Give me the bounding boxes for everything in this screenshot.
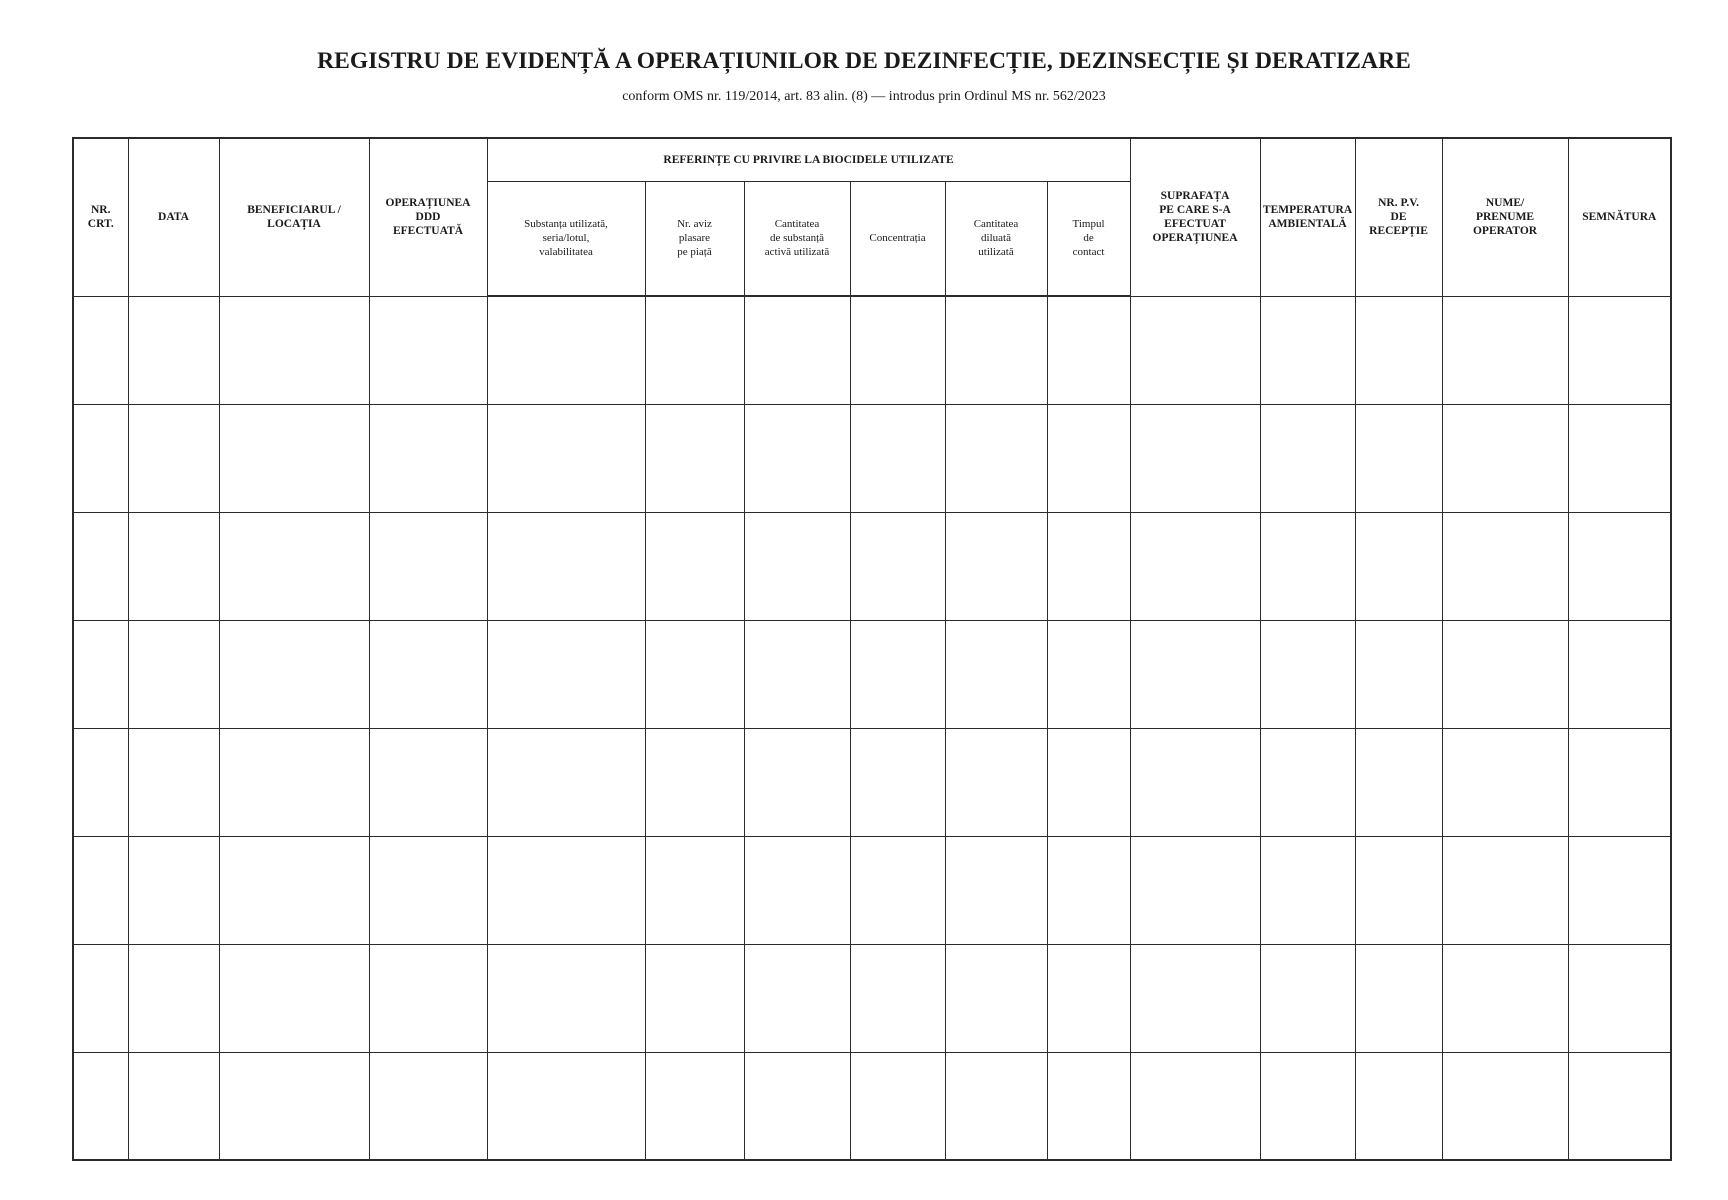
cell-suprafata[interactable] <box>1130 944 1260 1052</box>
table-row <box>73 620 1671 728</box>
cell-suprafata[interactable] <box>1130 728 1260 836</box>
cell-semnatura[interactable] <box>1568 512 1671 620</box>
cell-nume-operator[interactable] <box>1442 836 1568 944</box>
cell-nr-crt[interactable] <box>73 296 128 404</box>
cell-cantitate-activa[interactable] <box>744 512 850 620</box>
cell-beneficiar[interactable] <box>219 296 369 404</box>
table-row <box>73 512 1671 620</box>
cell-nr-pv[interactable] <box>1355 404 1442 512</box>
cell-nr-aviz[interactable] <box>645 728 744 836</box>
header-semnatura: SEMNĂTURA <box>1568 138 1671 296</box>
cell-data[interactable] <box>128 296 219 404</box>
cell-cantitate-diluata[interactable] <box>945 836 1047 944</box>
cell-nr-aviz[interactable] <box>645 404 744 512</box>
cell-data[interactable] <box>128 836 219 944</box>
cell-suprafata[interactable] <box>1130 512 1260 620</box>
cell-beneficiar[interactable] <box>219 728 369 836</box>
cell-substanta[interactable] <box>487 944 645 1052</box>
header-suprafata: SUPRAFAȚA PE CARE S-A EFECTUAT OPERAȚIUNEA <box>1130 138 1260 296</box>
cell-nume-operator[interactable] <box>1442 1052 1568 1160</box>
cell-semnatura[interactable] <box>1568 296 1671 404</box>
cell-semnatura[interactable] <box>1568 944 1671 1052</box>
cell-suprafata[interactable] <box>1130 836 1260 944</box>
cell-cantitate-diluata[interactable] <box>945 404 1047 512</box>
cell-nr-aviz[interactable] <box>645 836 744 944</box>
cell-nume-operator[interactable] <box>1442 944 1568 1052</box>
subheader-cantitate-diluata: Cantitatea diluată utilizată <box>945 181 1047 296</box>
cell-suprafata[interactable] <box>1130 296 1260 404</box>
cell-cantitate-diluata[interactable] <box>945 944 1047 1052</box>
cell-nr-pv[interactable] <box>1355 944 1442 1052</box>
subheader-concentratia: Concentrația <box>850 181 945 296</box>
cell-operatiunea[interactable] <box>369 728 487 836</box>
cell-cantitate-activa[interactable] <box>744 728 850 836</box>
cell-data[interactable] <box>128 404 219 512</box>
subheader-cantitate-activa: Cantitatea de substanță activă utilizată <box>744 181 850 296</box>
cell-operatiunea[interactable] <box>369 620 487 728</box>
cell-data[interactable] <box>128 620 219 728</box>
cell-timpul-contact[interactable] <box>1047 728 1130 836</box>
cell-nr-crt[interactable] <box>73 404 128 512</box>
cell-beneficiar[interactable] <box>219 620 369 728</box>
cell-nr-crt[interactable] <box>73 944 128 1052</box>
cell-semnatura[interactable] <box>1568 836 1671 944</box>
cell-data[interactable] <box>128 728 219 836</box>
cell-nr-aviz[interactable] <box>645 1052 744 1160</box>
cell-concentratia[interactable] <box>850 512 945 620</box>
cell-cantitate-diluata[interactable] <box>945 1052 1047 1160</box>
cell-timpul-contact[interactable] <box>1047 296 1130 404</box>
cell-operatiunea[interactable] <box>369 1052 487 1160</box>
cell-timpul-contact[interactable] <box>1047 1052 1130 1160</box>
cell-nr-crt[interactable] <box>73 836 128 944</box>
cell-concentratia[interactable] <box>850 728 945 836</box>
table-row <box>73 836 1671 944</box>
cell-timpul-contact[interactable] <box>1047 512 1130 620</box>
cell-suprafata[interactable] <box>1130 404 1260 512</box>
cell-timpul-contact[interactable] <box>1047 404 1130 512</box>
table-row <box>73 404 1671 512</box>
header-nr-pv: NR. P.V. DE RECEPȚIE <box>1355 138 1442 296</box>
cell-cantitate-activa[interactable] <box>744 620 850 728</box>
cell-temperatura[interactable] <box>1260 836 1355 944</box>
cell-nr-crt[interactable] <box>73 620 128 728</box>
subheader-substanta: Substanța utilizată, seria/lotul, valabilitatea <box>487 181 645 296</box>
cell-nume-operator[interactable] <box>1442 404 1568 512</box>
header-temperatura: TEMPERATURA AMBIENTALĂ <box>1260 138 1355 296</box>
cell-cantitate-activa[interactable] <box>744 404 850 512</box>
cell-nume-operator[interactable] <box>1442 296 1568 404</box>
cell-suprafata[interactable] <box>1130 620 1260 728</box>
cell-operatiunea[interactable] <box>369 296 487 404</box>
cell-temperatura[interactable] <box>1260 728 1355 836</box>
cell-timpul-contact[interactable] <box>1047 620 1130 728</box>
cell-substanta[interactable] <box>487 512 645 620</box>
cell-nume-operator[interactable] <box>1442 620 1568 728</box>
cell-semnatura[interactable] <box>1568 728 1671 836</box>
register-table <box>72 137 1672 1161</box>
cell-temperatura[interactable] <box>1260 296 1355 404</box>
cell-concentratia[interactable] <box>850 1052 945 1160</box>
cell-nr-pv[interactable] <box>1355 512 1442 620</box>
cell-cantitate-activa[interactable] <box>744 944 850 1052</box>
header-referinte-biocide: REFERINȚE CU PRIVIRE LA BIOCIDELE UTILIZATE <box>487 138 1130 181</box>
cell-nr-aviz[interactable] <box>645 512 744 620</box>
cell-semnatura[interactable] <box>1568 620 1671 728</box>
cell-semnatura[interactable] <box>1568 404 1671 512</box>
cell-data[interactable] <box>128 944 219 1052</box>
cell-cantitate-diluata[interactable] <box>945 512 1047 620</box>
cell-temperatura[interactable] <box>1260 1052 1355 1160</box>
cell-beneficiar[interactable] <box>219 512 369 620</box>
table-row <box>73 1052 1671 1160</box>
cell-cantitate-activa[interactable] <box>744 296 850 404</box>
cell-operatiunea[interactable] <box>369 836 487 944</box>
cell-timpul-contact[interactable] <box>1047 944 1130 1052</box>
cell-operatiunea[interactable] <box>369 512 487 620</box>
cell-nr-crt[interactable] <box>73 512 128 620</box>
register-body <box>73 296 1671 1160</box>
cell-nr-crt[interactable] <box>73 1052 128 1160</box>
cell-concentratia[interactable] <box>850 404 945 512</box>
cell-concentratia[interactable] <box>850 296 945 404</box>
cell-data[interactable] <box>128 512 219 620</box>
subheader-timpul-contact: Timpul de contact <box>1047 181 1130 296</box>
cell-nr-pv[interactable] <box>1355 1052 1442 1160</box>
cell-cantitate-activa[interactable] <box>744 836 850 944</box>
header-nume-operator: NUME/ PRENUME OPERATOR <box>1442 138 1568 296</box>
cell-nr-aviz[interactable] <box>645 944 744 1052</box>
cell-nume-operator[interactable] <box>1442 728 1568 836</box>
cell-timpul-contact[interactable] <box>1047 836 1130 944</box>
cell-nr-pv[interactable] <box>1355 620 1442 728</box>
cell-nr-aviz[interactable] <box>645 296 744 404</box>
cell-substanta[interactable] <box>487 296 645 404</box>
cell-temperatura[interactable] <box>1260 944 1355 1052</box>
page-subtitle: conform OMS nr. 119/2014, art. 83 alin. (8) — introdus prin Ordinul MS nr. 562/2023 <box>622 89 1106 104</box>
cell-nr-pv[interactable] <box>1355 836 1442 944</box>
page-title: REGISTRU DE EVIDENȚĂ A OPERAȚIUNILOR DE DEZINFECȚIE, DEZINSECȚIE ȘI DERATIZARE <box>317 48 1411 74</box>
cell-beneficiar[interactable] <box>219 1052 369 1160</box>
cell-nr-crt[interactable] <box>73 728 128 836</box>
cell-substanta[interactable] <box>487 1052 645 1160</box>
subheader-nr-aviz: Nr. aviz plasare pe piață <box>645 181 744 296</box>
header-nr-crt: NR. CRT. <box>73 138 128 296</box>
cell-cantitate-diluata[interactable] <box>945 620 1047 728</box>
cell-concentratia[interactable] <box>850 836 945 944</box>
cell-beneficiar[interactable] <box>219 404 369 512</box>
table-row <box>73 296 1671 404</box>
table-row <box>73 728 1671 836</box>
cell-cantitate-activa[interactable] <box>744 1052 850 1160</box>
cell-operatiunea[interactable] <box>369 944 487 1052</box>
cell-nr-pv[interactable] <box>1355 296 1442 404</box>
cell-cantitate-diluata[interactable] <box>945 728 1047 836</box>
cell-cantitate-diluata[interactable] <box>945 296 1047 404</box>
cell-temperatura[interactable] <box>1260 620 1355 728</box>
cell-nume-operator[interactable] <box>1442 512 1568 620</box>
cell-data[interactable] <box>128 1052 219 1160</box>
cell-nr-pv[interactable] <box>1355 728 1442 836</box>
cell-substanta[interactable] <box>487 836 645 944</box>
cell-beneficiar[interactable] <box>219 944 369 1052</box>
cell-temperatura[interactable] <box>1260 512 1355 620</box>
table-row <box>73 944 1671 1052</box>
header-beneficiar: BENEFICIARUL / LOCAȚIA <box>219 138 369 296</box>
cell-concentratia[interactable] <box>850 944 945 1052</box>
cell-beneficiar[interactable] <box>219 836 369 944</box>
cell-substanta[interactable] <box>487 728 645 836</box>
header-data: DATA <box>128 138 219 296</box>
cell-suprafata[interactable] <box>1130 1052 1260 1160</box>
cell-temperatura[interactable] <box>1260 404 1355 512</box>
cell-operatiunea[interactable] <box>369 404 487 512</box>
cell-substanta[interactable] <box>487 620 645 728</box>
cell-semnatura[interactable] <box>1568 1052 1671 1160</box>
cell-concentratia[interactable] <box>850 620 945 728</box>
header-operatiunea: OPERAȚIUNEA DDD EFECTUATĂ <box>369 138 487 296</box>
cell-substanta[interactable] <box>487 404 645 512</box>
cell-nr-aviz[interactable] <box>645 620 744 728</box>
